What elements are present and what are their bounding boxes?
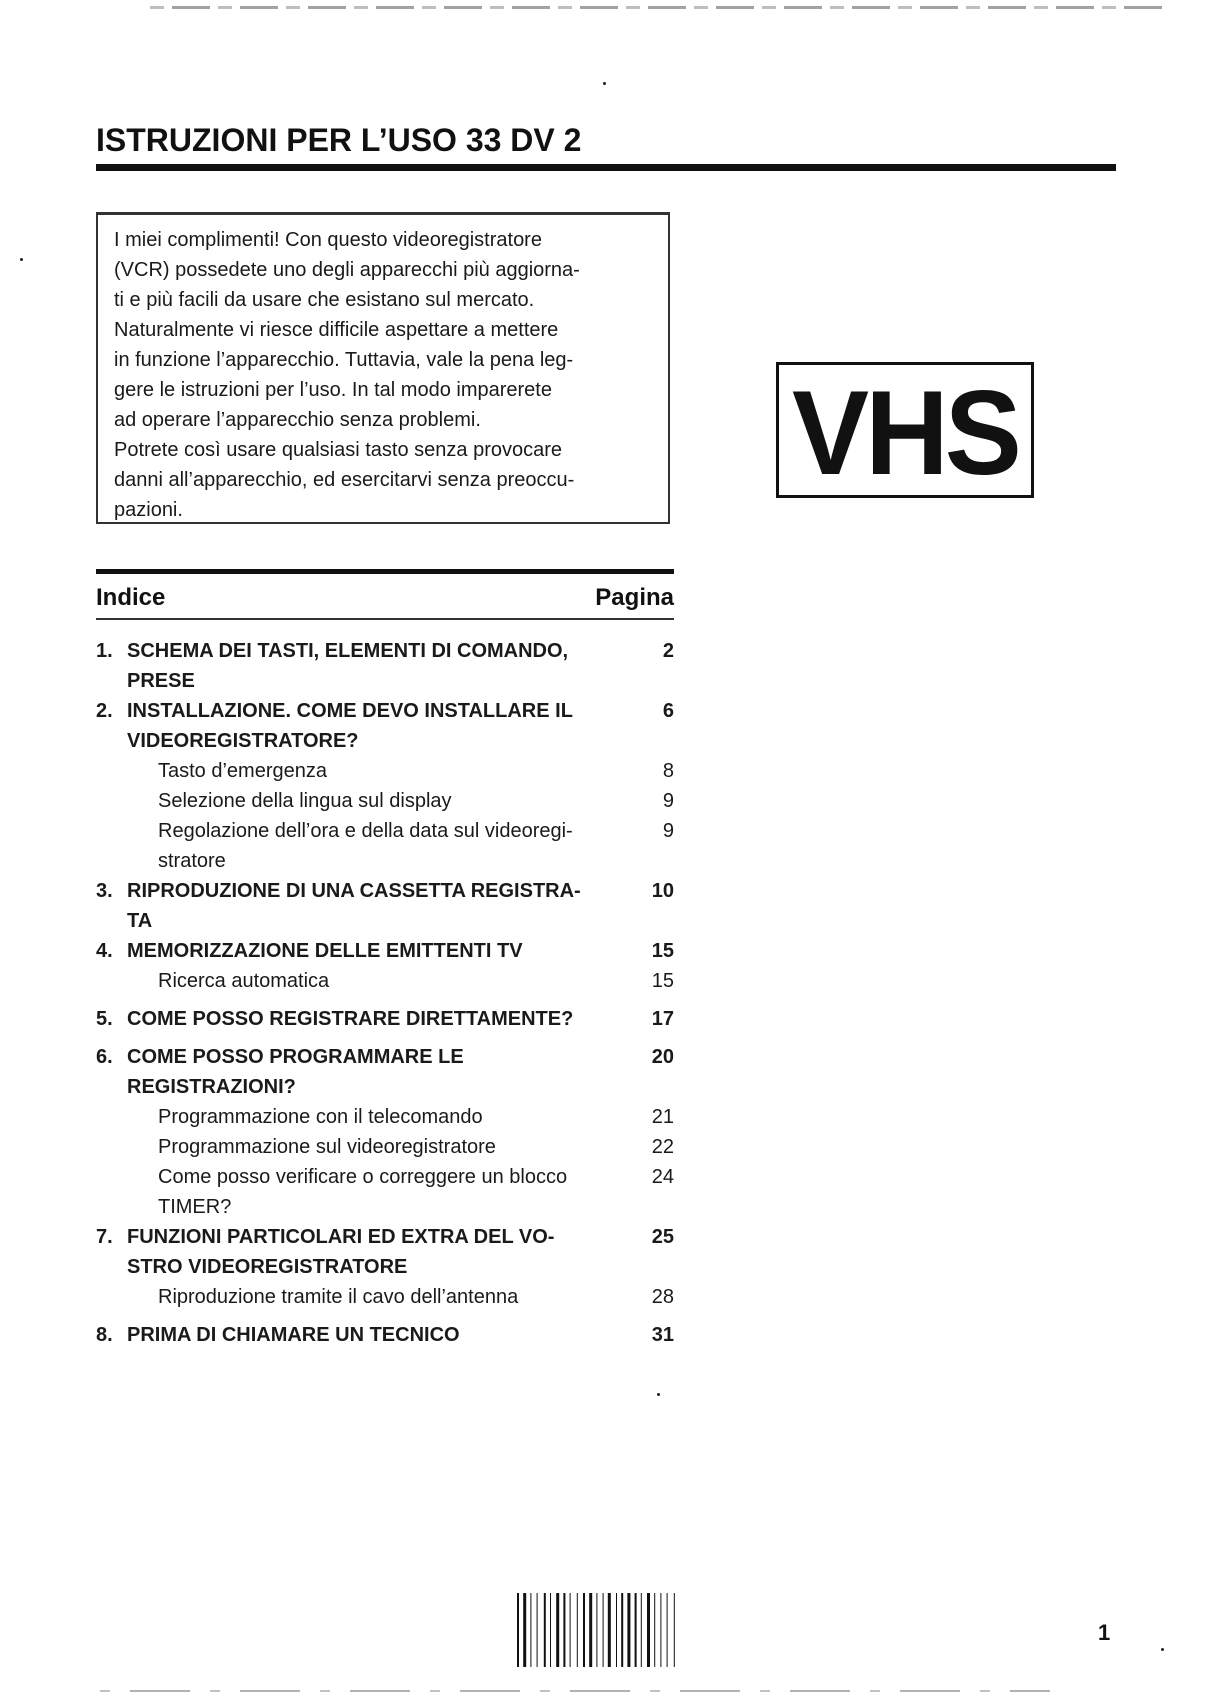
toc-title: PRIMA DI CHIAMARE UN TECNICO [127,1324,460,1346]
barcode-bar [660,1593,661,1667]
vhs-logo-mark [787,374,1023,486]
toc-number: 6. [96,1046,113,1068]
toc-title: INSTALLAZIONE. COME DEVO INSTALLARE IL [127,700,573,722]
toc-chapter-row [96,1004,674,1034]
toc-title: Tasto d’emergenza [158,760,327,782]
barcode-bar [621,1593,623,1667]
toc-subsection-row [96,786,674,816]
toc-chapter-row [96,696,674,726]
intro-line: Potrete così usare qualsiasi tasto senza provocare [114,439,563,461]
barcode-bar [647,1593,650,1667]
scan-artifact-top [150,6,1170,9]
toc-page: 15 [651,940,674,962]
toc-title: REGISTRAZIONI? [127,1076,296,1098]
toc-page: 21 [651,1106,674,1128]
toc-title: FUNZIONI PARTICOLARI ED EXTRA DEL VO- [127,1226,555,1248]
barcode-bar [570,1593,571,1667]
toc-page: 31 [651,1324,674,1346]
barcode-bar [608,1593,611,1667]
intro-box [96,212,670,524]
intro-line: I miei complimenti! Con questo videoregistratore [114,229,542,251]
barcode-bar [537,1593,538,1667]
index-header [96,580,674,616]
barcode-bar [550,1593,551,1667]
toc-number: 8. [96,1324,113,1346]
barcode-bar [674,1593,675,1667]
toc-chapter-row [96,936,674,966]
barcode-bar [603,1593,604,1667]
index-page-heading: Pagina [595,584,674,611]
scan-speck [603,82,606,85]
scan-speck [657,1393,660,1396]
toc-page: 10 [651,880,674,902]
document-title: ISTRUZIONI PER L’USO 33 DV 2 [96,122,582,158]
intro-line: (VCR) possedete uno degli apparecchi più aggiorna- [114,259,580,281]
toc-page: 9 [662,820,674,842]
toc-number: 3. [96,880,113,902]
toc-page: 24 [651,1166,674,1188]
index-header-rule [96,618,674,620]
toc-page: 15 [651,970,674,992]
barcode-bar [577,1593,578,1667]
toc-subsection-row [96,846,674,876]
barcode-bar [556,1593,559,1667]
toc-page: 20 [651,1046,674,1068]
barcode-bar [517,1593,519,1667]
barcode-bar [654,1593,655,1667]
toc-title: Programmazione sul videoregistratore [158,1136,496,1158]
barcode [517,1593,691,1667]
toc-number: 1. [96,640,113,662]
barcode-bar [523,1593,526,1667]
toc-subsection-row [96,966,674,996]
vhs-logo [776,362,1034,498]
barcode-bar [616,1593,617,1667]
toc-number: 7. [96,1226,113,1248]
toc-page: 25 [651,1226,674,1248]
intro-line: ad operare l’apparecchio senza problemi. [114,409,481,431]
scan-speck [20,258,23,261]
toc-subsection-row [96,756,674,786]
barcode-bar [596,1593,597,1667]
scan-speck [1161,1648,1164,1651]
toc-subsection-row [96,1162,674,1192]
toc-title: TIMER? [158,1196,232,1218]
toc-number: 5. [96,1008,113,1030]
toc-chapter-row [96,636,674,666]
intro-line: pazioni. [114,499,183,521]
scan-artifact-bottom [100,1690,1050,1692]
toc-title: TA [127,910,153,932]
toc-title: Ricerca automatica [158,970,330,992]
intro-line: Naturalmente vi riesce difficile aspettare a mettere [114,319,559,341]
toc-chapter-row [96,1252,674,1282]
toc-subsection-row [96,1192,674,1222]
toc-page: 17 [651,1008,674,1030]
barcode-bar [544,1593,546,1667]
toc-chapter-row [96,1222,674,1252]
toc-chapter-row [96,726,674,756]
toc-title: PRESE [127,670,195,692]
index-heading: Indice [96,584,166,611]
toc-title: COME POSSO REGISTRARE DIRETTAMENTE? [127,1008,574,1030]
toc-page: 6 [662,700,674,722]
toc-chapter-row [96,1072,674,1102]
page-number: 1 [1098,1620,1111,1645]
vhs-logo-text: VHS [792,374,1018,486]
toc-page: 28 [651,1286,674,1308]
index-top-rule [96,569,674,574]
toc-subsection-row [96,1102,674,1132]
toc-title: Regolazione dell’ora e della data sul videoregi- [158,820,573,842]
barcode-bar [583,1593,585,1667]
toc-subsection-row [96,1132,674,1162]
intro-line: in funzione l’apparecchio. Tuttavia, vale la pena leg- [114,349,574,371]
toc-page: 2 [662,640,674,662]
barcode-bar [627,1593,630,1667]
barcode-bar [667,1593,668,1667]
barcode-bar [589,1593,592,1667]
toc-title: SCHEMA DEI TASTI, ELEMENTI DI COMANDO, [127,640,569,662]
toc-chapter-row [96,1042,674,1072]
intro-line: gere le istruzioni per l’uso. In tal modo imparerete [114,379,552,401]
intro-line: danni all’apparecchio, ed esercitarvi senza preoccu- [114,469,575,491]
toc-chapter-row [96,666,674,696]
table-of-contents [96,636,674,1350]
toc-number: 2. [96,700,113,722]
toc-chapter-row [96,906,674,936]
toc-title: STRO VIDEOREGISTRATORE [127,1256,408,1278]
toc-title: MEMORIZZAZIONE DELLE EMITTENTI TV [127,940,523,962]
toc-title: Programmazione con il telecomando [158,1106,483,1128]
barcode-bar [530,1593,531,1667]
title-rule [96,164,1116,171]
toc-title: Riproduzione tramite il cavo dell’antenna [158,1286,519,1308]
toc-page: 22 [651,1136,674,1158]
toc-subsection-row [96,1282,674,1312]
toc-title: COME POSSO PROGRAMMARE LE [127,1046,464,1068]
toc-page: 8 [662,760,674,782]
toc-title: Come posso verificare o correggere un blocco [158,1166,568,1188]
barcode-bar [635,1593,637,1667]
toc-title: RIPRODUZIONE DI UNA CASSETTA REGISTRA- [127,880,581,902]
toc-page: 9 [662,790,674,812]
toc-chapter-row [96,876,674,906]
intro-line: ti e più facili da usare che esistano sul mercato. [114,289,535,311]
toc-subsection-row [96,816,674,846]
toc-number: 4. [96,940,113,962]
barcode-bar [563,1593,565,1667]
barcode-bar [641,1593,642,1667]
toc-title: Selezione della lingua sul display [158,790,452,812]
toc-chapter-row [96,1320,674,1350]
toc-title: VIDEOREGISTRATORE? [127,730,359,752]
toc-title: stratore [158,850,226,872]
